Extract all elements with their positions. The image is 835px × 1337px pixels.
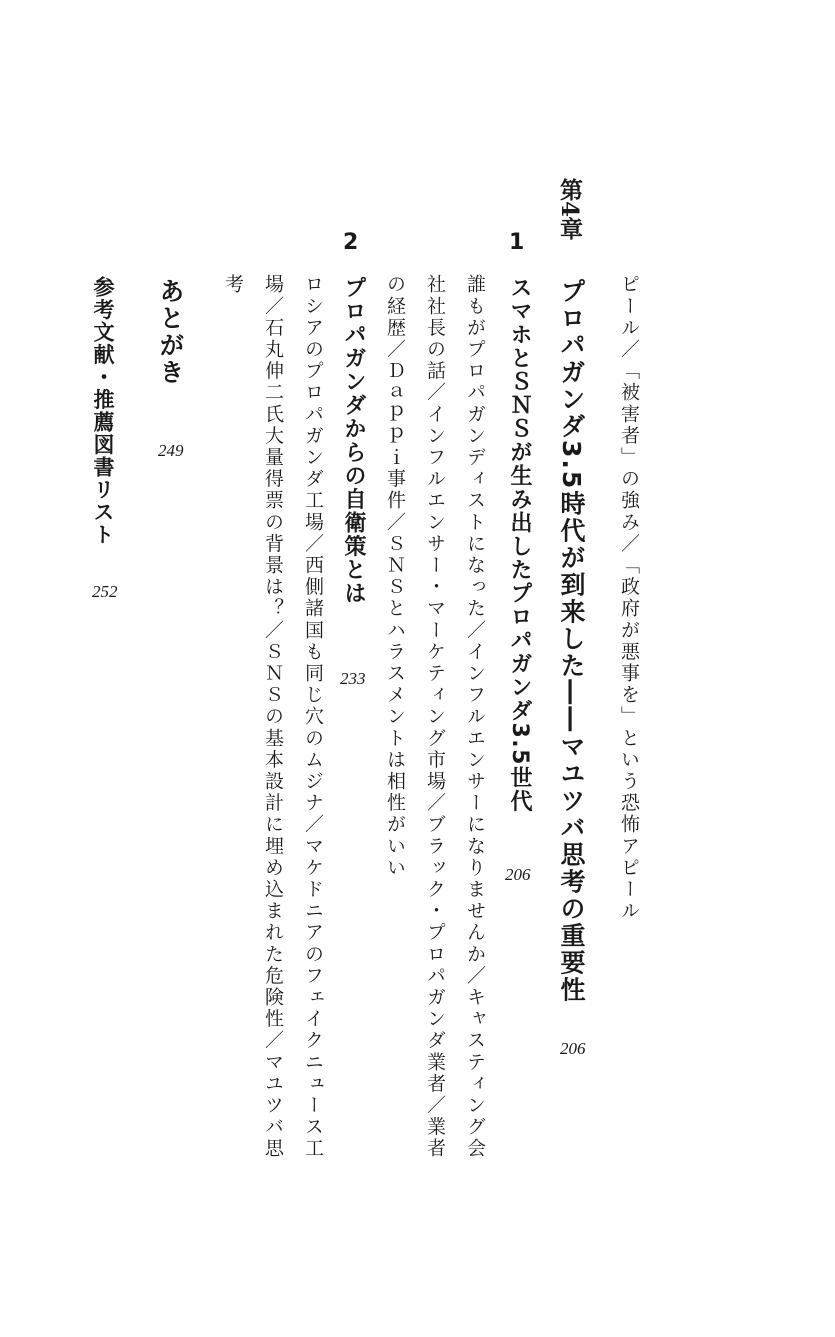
references-title: 参考文献・推薦図書リスト (91, 276, 115, 546)
section-number: 1 (509, 230, 525, 255)
chapter3-tail-text: ピール／「被害者」の強み／「政府が悪事を」という恐怖アピール (618, 274, 640, 922)
section-summary-line: 誰もがプロパガンディストになった／インフルエンサーになりませんか／キャスティング会 (464, 274, 486, 1160)
section-summary-line: の経歴／Ｄａｐｐｉ事件／ＳＮＳとハラスメントは相性がいい (384, 274, 406, 879)
section-page-number: 233 (340, 669, 366, 688)
section-summary-line: ロシアのプロパガンダ工場／西側諸国も同じ穴のムジナ／マケドニアのフェイクニュース工 (302, 274, 324, 1160)
section-number: 2 (343, 230, 359, 255)
afterword-page-number: 249 (158, 441, 184, 460)
chapter-label: 第4章 (556, 178, 583, 241)
section-summary-line: 場／石丸伸二氏大量得票の背景は？／ＳＮＳの基本設計に埋め込まれた危険性／マユツバ思 (262, 274, 284, 1160)
section-title: プロパガンダからの自衛策とは (341, 276, 366, 605)
chapter-title: プロパガンダ3.5時代が到来した――マユツバ思考の重要性 (557, 278, 586, 1004)
section-title: スマホとＳＮＳが生み出したプロパガンダ3.5世代 (507, 276, 532, 813)
chapter-page-number: 206 (560, 1039, 586, 1058)
afterword-title: あとがき (156, 278, 185, 386)
section-page-number: 206 (505, 865, 531, 884)
references-page-number: 252 (92, 582, 118, 601)
section-summary-line: 考 (222, 274, 244, 296)
section-summary-line: 社社長の話／インフルエンサー・マーケティング市場／ブラック・プロパガンダ業者／業者 (424, 274, 446, 1160)
